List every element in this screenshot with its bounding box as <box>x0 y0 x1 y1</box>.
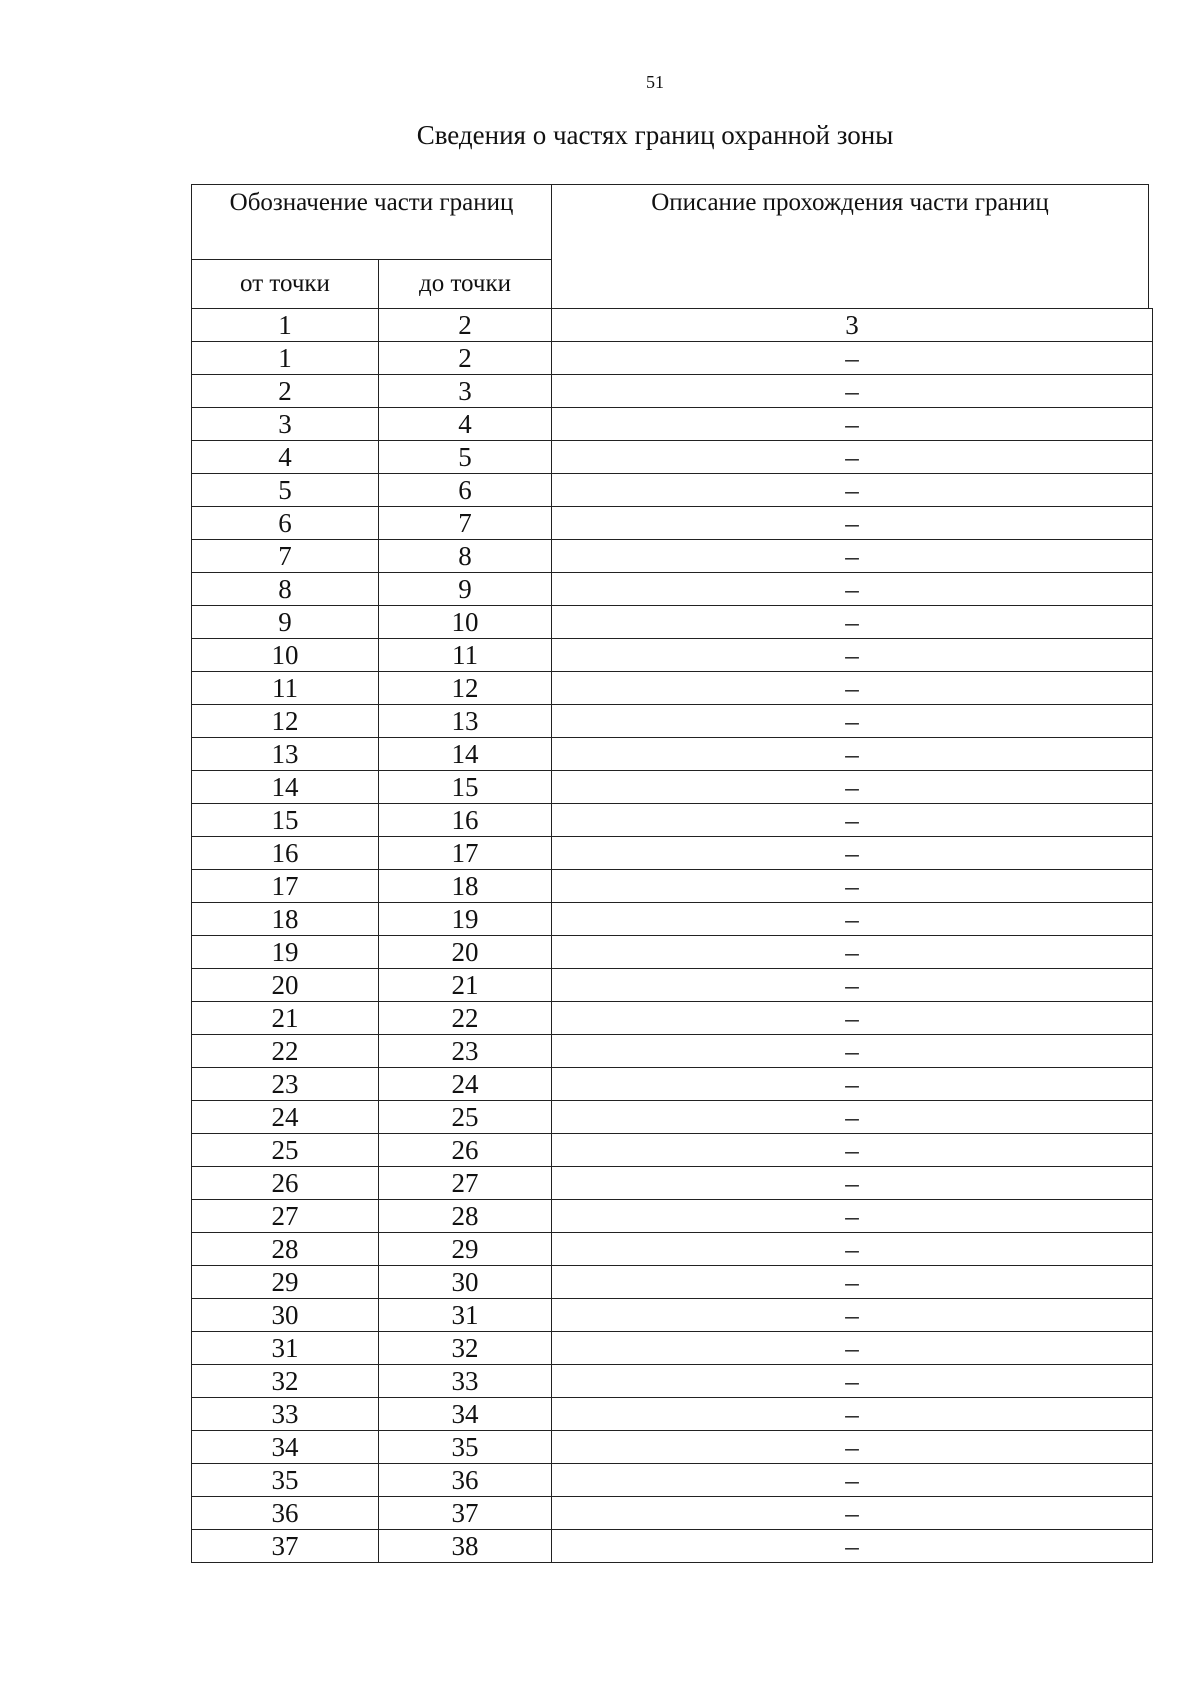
from-point-cell: 19 <box>192 936 379 969</box>
to-point-cell: 31 <box>379 1299 552 1332</box>
from-point-cell: 21 <box>192 1002 379 1035</box>
from-point-cell: 6 <box>192 507 379 540</box>
table-row <box>192 507 1153 540</box>
description-cell: – <box>552 408 1153 441</box>
description-cell: – <box>552 1167 1153 1200</box>
to-point-cell: 11 <box>379 639 552 672</box>
table-row <box>192 903 1153 936</box>
table-row <box>192 1332 1153 1365</box>
to-point-cell: 7 <box>379 507 552 540</box>
from-point-cell: 30 <box>192 1299 379 1332</box>
page-title: Сведения о частях границ охранной зоны <box>416 120 894 150</box>
table-header <box>191 184 1149 309</box>
boundary-parts-table <box>191 308 1153 1563</box>
table-row <box>192 870 1153 903</box>
description-cell: – <box>552 1266 1153 1299</box>
description-cell: – <box>552 705 1153 738</box>
description-cell: – <box>552 639 1153 672</box>
description-cell: – <box>552 1134 1153 1167</box>
from-point-cell: 15 <box>192 804 379 837</box>
description-cell: – <box>552 1200 1153 1233</box>
to-point-cell: 18 <box>379 870 552 903</box>
description-cell: – <box>552 1332 1153 1365</box>
table-row <box>192 639 1153 672</box>
table-row <box>192 1167 1153 1200</box>
table-row <box>192 540 1153 573</box>
from-point-cell: 11 <box>192 672 379 705</box>
from-point-cell: 34 <box>192 1431 379 1464</box>
from-point-cell: 32 <box>192 1365 379 1398</box>
to-point-cell: 16 <box>379 804 552 837</box>
to-point-cell: 27 <box>379 1167 552 1200</box>
from-point-cell: 36 <box>192 1497 379 1530</box>
from-point-cell: 1 <box>192 342 379 375</box>
table-row <box>192 738 1153 771</box>
table-row <box>192 1266 1153 1299</box>
to-point-cell: 24 <box>379 1068 552 1101</box>
from-point-cell: 2 <box>192 375 379 408</box>
table-row <box>192 1101 1153 1134</box>
description-cell: – <box>552 1431 1153 1464</box>
to-point-cell: 25 <box>379 1101 552 1134</box>
table-row <box>192 474 1153 507</box>
description-cell: – <box>552 1497 1153 1530</box>
table-row <box>192 936 1153 969</box>
description-cell: – <box>552 969 1153 1002</box>
table-row <box>192 1398 1153 1431</box>
description-cell: – <box>552 1464 1153 1497</box>
from-point-cell: 33 <box>192 1398 379 1431</box>
table-row <box>192 672 1153 705</box>
table-row <box>192 1134 1153 1167</box>
description-cell: – <box>552 1068 1153 1101</box>
to-point-cell: 22 <box>379 1002 552 1035</box>
table-row <box>192 1299 1153 1332</box>
to-point-cell: 37 <box>379 1497 552 1530</box>
description-cell: – <box>552 1233 1153 1266</box>
to-point-cell: 10 <box>379 606 552 639</box>
header-boundary-part-description: Описание прохождения части границ <box>552 185 1149 309</box>
to-point-cell: 2 <box>379 342 552 375</box>
to-point-cell: 3 <box>379 375 552 408</box>
page-number: 51 <box>646 72 664 92</box>
from-point-cell: 23 <box>192 1068 379 1101</box>
from-point-cell: 31 <box>192 1332 379 1365</box>
to-point-cell: 23 <box>379 1035 552 1068</box>
table-row <box>192 1068 1153 1101</box>
description-cell: – <box>552 1002 1153 1035</box>
table-row <box>192 441 1153 474</box>
to-point-cell: 28 <box>379 1200 552 1233</box>
column-number-row <box>192 309 1153 342</box>
from-point-cell: 22 <box>192 1035 379 1068</box>
column-number-3: 3 <box>552 309 1153 342</box>
description-cell: – <box>552 540 1153 573</box>
from-point-cell: 35 <box>192 1464 379 1497</box>
to-point-cell: 6 <box>379 474 552 507</box>
from-point-cell: 16 <box>192 837 379 870</box>
header-to-point: до точки <box>379 260 552 309</box>
description-cell: – <box>552 771 1153 804</box>
table-row <box>192 573 1153 606</box>
from-point-cell: 5 <box>192 474 379 507</box>
table-row <box>192 1431 1153 1464</box>
table-row <box>192 1497 1153 1530</box>
to-point-cell: 30 <box>379 1266 552 1299</box>
table-row <box>192 1530 1153 1563</box>
from-point-cell: 3 <box>192 408 379 441</box>
description-cell: – <box>552 738 1153 771</box>
from-point-cell: 8 <box>192 573 379 606</box>
table-row <box>192 1200 1153 1233</box>
table-row <box>192 837 1153 870</box>
from-point-cell: 13 <box>192 738 379 771</box>
description-cell: – <box>552 606 1153 639</box>
from-point-cell: 25 <box>192 1134 379 1167</box>
to-point-cell: 4 <box>379 408 552 441</box>
description-cell: – <box>552 342 1153 375</box>
to-point-cell: 8 <box>379 540 552 573</box>
table-row <box>192 375 1153 408</box>
from-point-cell: 29 <box>192 1266 379 1299</box>
header-boundary-part-designation: Обозначение части границ <box>192 185 552 260</box>
table-row <box>192 606 1153 639</box>
description-cell: – <box>552 573 1153 606</box>
to-point-cell: 13 <box>379 705 552 738</box>
description-cell: – <box>552 1365 1153 1398</box>
from-point-cell: 17 <box>192 870 379 903</box>
description-cell: – <box>552 903 1153 936</box>
from-point-cell: 37 <box>192 1530 379 1563</box>
header-from-point: от точки <box>192 260 379 309</box>
to-point-cell: 20 <box>379 936 552 969</box>
from-point-cell: 4 <box>192 441 379 474</box>
description-cell: – <box>552 870 1153 903</box>
description-cell: – <box>552 1299 1153 1332</box>
description-cell: – <box>552 1035 1153 1068</box>
to-point-cell: 15 <box>379 771 552 804</box>
description-cell: – <box>552 1530 1153 1563</box>
description-cell: – <box>552 936 1153 969</box>
to-point-cell: 19 <box>379 903 552 936</box>
from-point-cell: 27 <box>192 1200 379 1233</box>
from-point-cell: 7 <box>192 540 379 573</box>
table-row <box>192 1233 1153 1266</box>
column-number-1: 1 <box>192 309 379 342</box>
description-cell: – <box>552 1101 1153 1134</box>
description-cell: – <box>552 804 1153 837</box>
table-row <box>192 1035 1153 1068</box>
table-row <box>192 1002 1153 1035</box>
from-point-cell: 14 <box>192 771 379 804</box>
description-cell: – <box>552 441 1153 474</box>
description-cell: – <box>552 1398 1153 1431</box>
to-point-cell: 36 <box>379 1464 552 1497</box>
column-number-2: 2 <box>379 309 552 342</box>
table-row <box>192 342 1153 375</box>
table-row <box>192 1464 1153 1497</box>
to-point-cell: 21 <box>379 969 552 1002</box>
to-point-cell: 14 <box>379 738 552 771</box>
description-cell: – <box>552 672 1153 705</box>
from-point-cell: 28 <box>192 1233 379 1266</box>
to-point-cell: 17 <box>379 837 552 870</box>
from-point-cell: 20 <box>192 969 379 1002</box>
to-point-cell: 38 <box>379 1530 552 1563</box>
to-point-cell: 26 <box>379 1134 552 1167</box>
description-cell: – <box>552 474 1153 507</box>
from-point-cell: 18 <box>192 903 379 936</box>
to-point-cell: 34 <box>379 1398 552 1431</box>
from-point-cell: 24 <box>192 1101 379 1134</box>
to-point-cell: 29 <box>379 1233 552 1266</box>
to-point-cell: 12 <box>379 672 552 705</box>
table-row <box>192 771 1153 804</box>
table-row <box>192 1365 1153 1398</box>
to-point-cell: 5 <box>379 441 552 474</box>
from-point-cell: 9 <box>192 606 379 639</box>
description-cell: – <box>552 837 1153 870</box>
from-point-cell: 12 <box>192 705 379 738</box>
to-point-cell: 33 <box>379 1365 552 1398</box>
to-point-cell: 32 <box>379 1332 552 1365</box>
table-row <box>192 804 1153 837</box>
from-point-cell: 26 <box>192 1167 379 1200</box>
description-cell: – <box>552 375 1153 408</box>
table-row <box>192 408 1153 441</box>
table-row <box>192 705 1153 738</box>
description-cell: – <box>552 507 1153 540</box>
from-point-cell: 10 <box>192 639 379 672</box>
to-point-cell: 9 <box>379 573 552 606</box>
table-row <box>192 969 1153 1002</box>
to-point-cell: 35 <box>379 1431 552 1464</box>
